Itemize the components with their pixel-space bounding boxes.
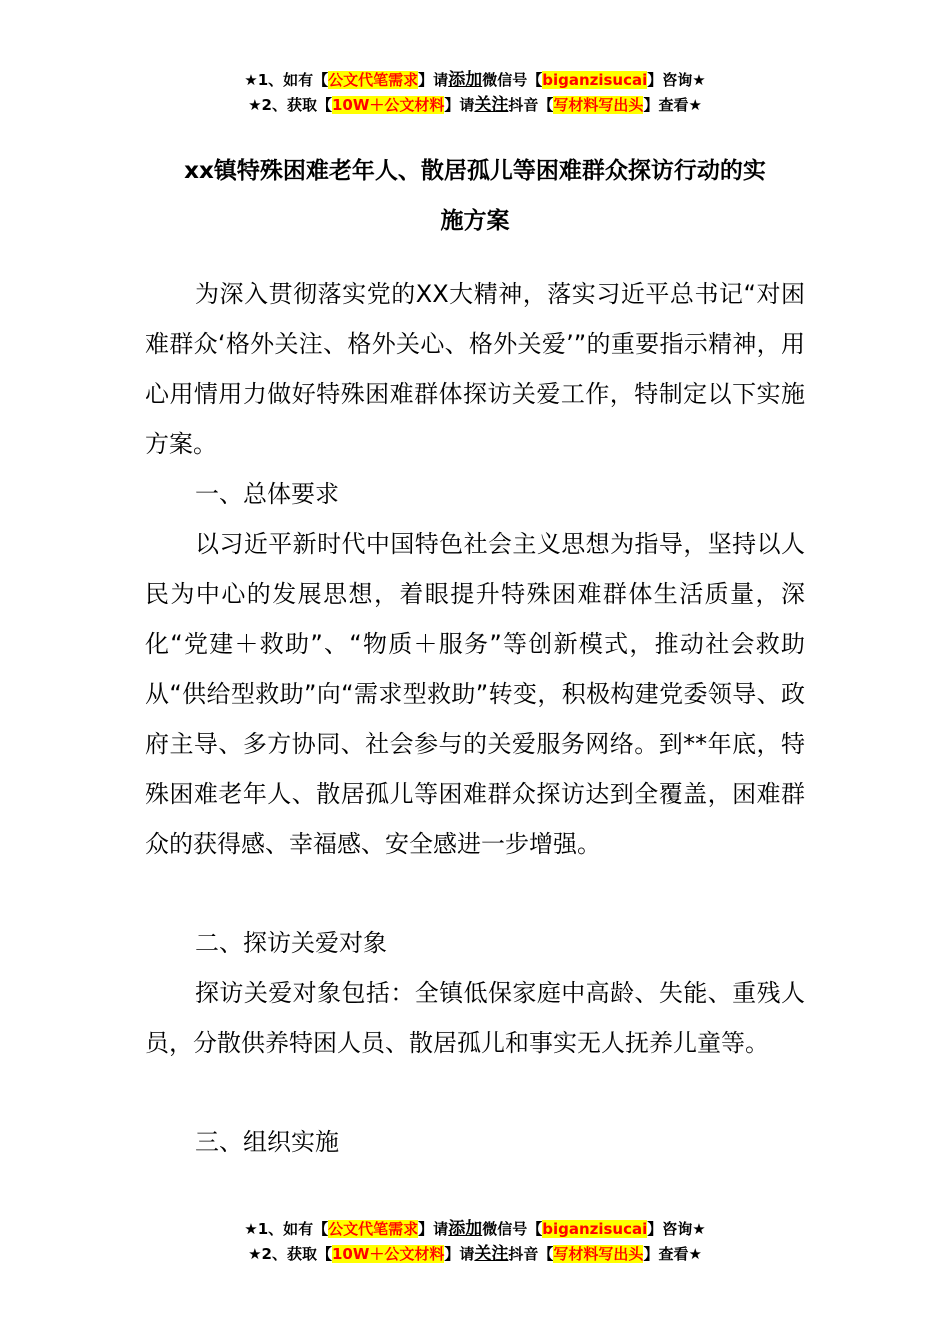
- ad-underlined: 关注: [474, 95, 509, 115]
- paragraph-care-targets: 探访关爱对象包括：全镇低保家庭中高龄、失能、重残人员，分散供养特困人员、散居孤儿和事实无人抚养儿童等。: [145, 979, 805, 1057]
- ad-douyin-id: 写材料写出头: [553, 1245, 644, 1263]
- star-icon: ★: [692, 71, 706, 89]
- ad-underlined: 添加: [448, 70, 483, 90]
- ad-text: 】请: [444, 1245, 475, 1263]
- ad-line-2: [0, 1243, 950, 1265]
- ad-text: 】请: [444, 96, 475, 114]
- ad-text: 微信号【: [482, 71, 543, 89]
- ad-highlight: 10W＋公文材料: [331, 1245, 445, 1263]
- star-icon: ★: [248, 96, 262, 114]
- ad-text: 微信号【: [482, 1220, 543, 1238]
- ad-text: 抖音【: [508, 96, 554, 114]
- ad-underlined: 关注: [474, 1244, 509, 1264]
- document-title-line-2: 施方案: [440, 208, 510, 234]
- ad-text: 】查看: [643, 96, 689, 114]
- star-icon: ★: [692, 1220, 706, 1238]
- star-icon: ★: [688, 1245, 702, 1263]
- ad-line-1: [0, 69, 950, 91]
- ad-text: 2、获取【: [261, 1245, 332, 1263]
- ad-line-1: [0, 1218, 950, 1240]
- star-icon: ★: [688, 96, 702, 114]
- section-heading-1: 一、总体要求: [195, 480, 339, 508]
- ad-text: 抖音【: [508, 1245, 554, 1263]
- ad-text: 2、获取【: [261, 96, 332, 114]
- ad-highlight: 公文代笔需求: [328, 71, 419, 89]
- ad-text: 1、如有【: [257, 1220, 329, 1238]
- ad-line-2: [0, 94, 950, 116]
- ad-text: 】咨询: [647, 71, 693, 89]
- ad-highlight: 公文代笔需求: [328, 1220, 419, 1238]
- star-icon: ★: [244, 1220, 258, 1238]
- ad-text: 】请: [418, 1220, 449, 1238]
- intro-paragraph: 为深入贯彻落实党的XX大精神，落实习近平总书记“对困难群众‘格外关注、格外关心、格外关爱’”的重要指示精神，用心用情用力做好特殊困难群体探访关爱工作，特制定以下实施方案。: [145, 280, 805, 458]
- ad-wechat-id: biganzisucai: [542, 71, 648, 89]
- ad-text: 】请: [418, 71, 449, 89]
- section-heading-3: 三、组织实施: [195, 1128, 339, 1156]
- ad-wechat-id: biganzisucai: [542, 1220, 648, 1238]
- star-icon: ★: [244, 71, 258, 89]
- document-title-line-1: xx镇特殊困难老年人、散居孤儿等困难群众探访行动的实: [184, 158, 766, 184]
- star-icon: ★: [248, 1245, 262, 1263]
- ad-text: 1、如有【: [257, 71, 329, 89]
- ad-underlined: 添加: [448, 1219, 483, 1239]
- section-heading-2: 二、探访关爱对象: [195, 929, 387, 957]
- ad-highlight: 10W＋公文材料: [331, 96, 445, 114]
- ad-douyin-id: 写材料写出头: [553, 96, 644, 114]
- paragraph-general-requirements: 以习近平新时代中国特色社会主义思想为指导，坚持以人民为中心的发展思想，着眼提升特殊困难群体生活质量，深化“党建＋救助”、“物质＋服务”等创新模式，推动社会救助从“供给型救助”向“需求型救助”转变，积极构建党委领导、政府主导、多方协同、社会参与的关爱服务网络。到**年底，特殊困难老年人、散居孤儿等困难群众探访达到全覆盖，困难群众的获得感、幸福感、安全感进一步增强。: [145, 530, 805, 858]
- ad-text: 】查看: [643, 1245, 689, 1263]
- ad-text: 】咨询: [647, 1220, 693, 1238]
